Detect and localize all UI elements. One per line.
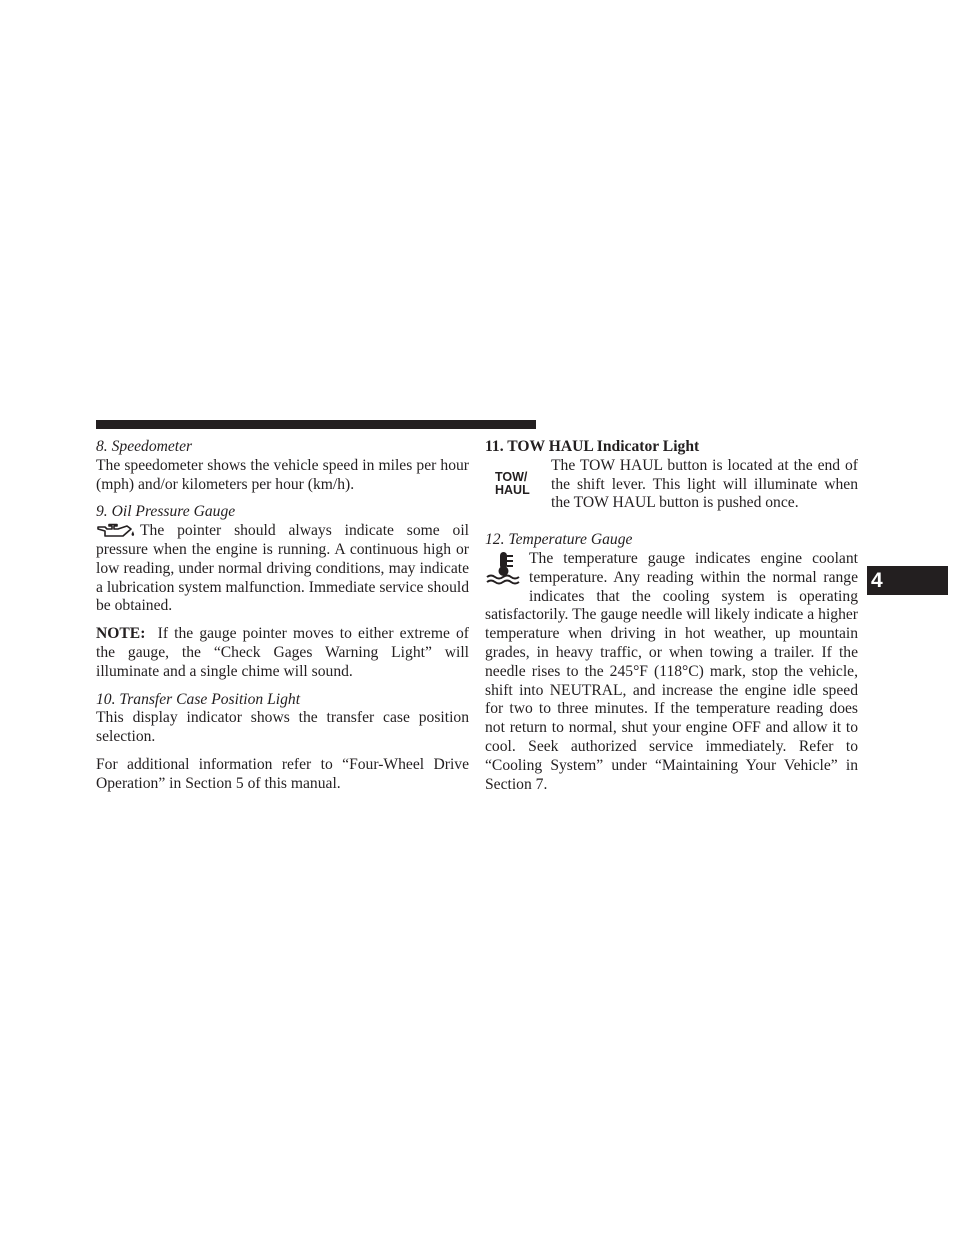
section-tab: 4 xyxy=(867,566,948,595)
tow-haul-heading: 11. TOW HAUL Indicator Light xyxy=(485,438,700,455)
left-column xyxy=(96,438,469,794)
note-text: If the gauge pointer moves to either extreme of the gauge, the “Check Gages Warning Light” will illuminate and a single chime will sound. xyxy=(96,625,469,680)
right-column xyxy=(485,438,858,794)
temperature-heading: 12. Temperature Gauge xyxy=(485,531,633,549)
speedometer-heading: 8. Speedometer xyxy=(96,438,193,455)
speedometer-text: The speedometer shows the vehicle speed in miles per hour (mph) and/or kilometers per hour (km/h). xyxy=(96,456,469,493)
coolant-temperature-icon xyxy=(485,550,529,606)
tow-haul-text: The TOW HAUL button is located at the end of the shift lever. This light will illuminate when the TOW HAUL button is pushed once. xyxy=(551,456,858,512)
oil-pressure-text: The pointer should always indicate some oil pressure when the engine is running. A continuous high or low reading, under normal driving conditions, may indicate a lubrication system malfunction. Immediate service should be obtained. xyxy=(96,522,469,615)
transfer-case-heading: 10. Transfer Case Position Light xyxy=(96,690,301,708)
transfer-case-text: This display indicator shows the transfer case position selection. xyxy=(96,709,469,746)
note-paragraph xyxy=(96,625,469,681)
header-rule xyxy=(96,420,536,429)
temperature-text: The temperature gauge indicates engine coolant temperature. Any reading within the normal range indicates that the cooling system is operating satisfactorily. The gauge needle will likely indicate a higher temperature when driving in hot weather, up mountain grades, in heavy traffic, or when towing a trailer. If the needle rises to the 245°F (118°C) mark, stop the vehicle, shift into NEUTRAL, and increase the engine idle speed for two to three minutes. If the temperature reading does not return to normal, shut your engine OFF and allow it to cool. Seek authorized service immediately. Refer to “Cooling System” under “Maintaining Your Vehicle” in Section 7. xyxy=(485,549,858,793)
tow-haul-icon xyxy=(485,457,551,513)
oil-pressure-heading: 9. Oil Pressure Gauge xyxy=(96,503,236,521)
transfer-case-reference: For additional information refer to “Four-Wheel Drive Operation” in Section 5 of this manual. xyxy=(96,755,469,792)
tow-haul-icon-line1: TOW/ xyxy=(495,469,528,484)
note-label: NOTE: xyxy=(96,625,146,643)
oil-can-icon xyxy=(96,522,136,540)
tow-haul-icon-line2: HAUL xyxy=(495,482,530,497)
